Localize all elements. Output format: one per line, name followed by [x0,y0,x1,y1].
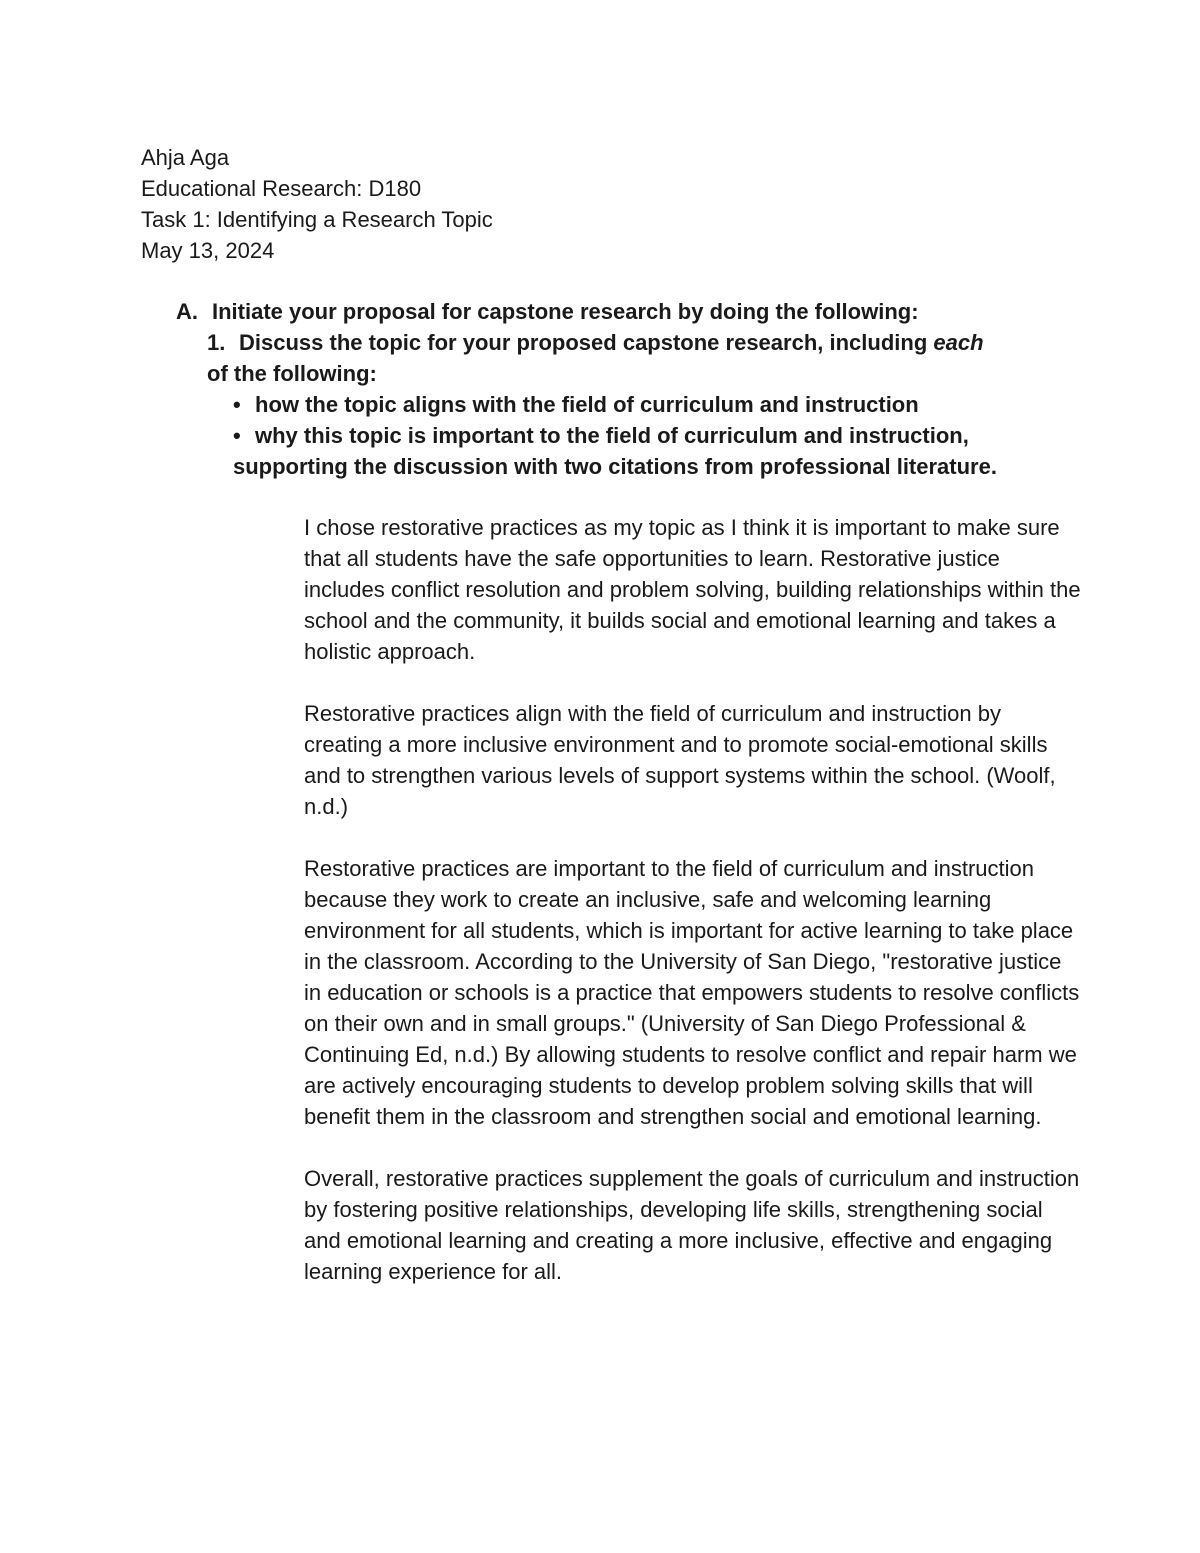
prompt-section-line [176,296,919,327]
bullet-icon: • [233,423,241,448]
prompt-item-line [207,327,984,358]
paragraph-conclusion: Overall, restorative practices supplement the goals of curriculum and instruction by fostering positive relationships, developing life skills, strengthening social and emotional learning and creating a more inclusive, effective and engaging learning experience for all. [304,1166,1080,1284]
bullet-2-text-line2: supporting the discussion with two citations from professional literature. [233,454,997,479]
section-text: Initiate your proposal for capstone research by doing the following: [212,299,919,324]
bullet-1-text: how the topic aligns with the field of curriculum and instruction [255,392,919,417]
prompt-item-continuation [207,358,377,389]
paragraph-alignment: Restorative practices align with the field of curriculum and instruction by creating a more inclusive environment and to promote social-emotional skills and to strengthen various levels of support systems within the school. (Woolf, n.d.) [304,701,1056,819]
paragraph-topic-choice: I chose restorative practices as my topic as I think it is important to make sure that all students have the safe opportunities to learn. Restorative justice includes conflict resolution and problem solving, building relationships within the school and the community, it builds social and emotional learning and takes a holistic approach. [304,515,1081,664]
prompt-bullet-2 [233,420,969,451]
item-text-emphasis: each [933,330,984,355]
item-marker: 1. [207,330,226,355]
item-text-after: of the following: [207,361,377,386]
course-title: Educational Research: D180 [141,176,422,201]
task-title: Task 1: Identifying a Research Topic [141,207,493,232]
document-header [141,142,493,266]
prompt-bullet-2-continuation [233,451,997,482]
paragraph-importance: Restorative practices are important to the field of curriculum and instruction because they work to create an inclusive, safe and welcoming learning environment for all students, which is important for active learning to take place in the classroom. According to the University of San Diego, "restorative justice in education or schools is a practice that empowers students to resolve conflicts on their own and in small groups." (University of San Diego Professional & Continuing Ed, n.d.) By allowing students to resolve conflict and repair harm we are actively encouraging students to develop problem solving skills that will benefit them in the classroom and strengthen social and emotional learning. [304,856,1080,1129]
author-name: Ahja Aga [141,145,230,170]
response-body [304,512,1084,1318]
item-text-before: Discuss the topic for your proposed capstone research, including [239,330,934,355]
document-date: May 13, 2024 [141,238,275,263]
bullet-2-text-line1: why this topic is important to the field of curriculum and instruction, [255,423,969,448]
section-marker: A. [176,299,198,324]
bullet-icon: • [233,392,241,417]
prompt-bullet-1 [233,389,919,420]
